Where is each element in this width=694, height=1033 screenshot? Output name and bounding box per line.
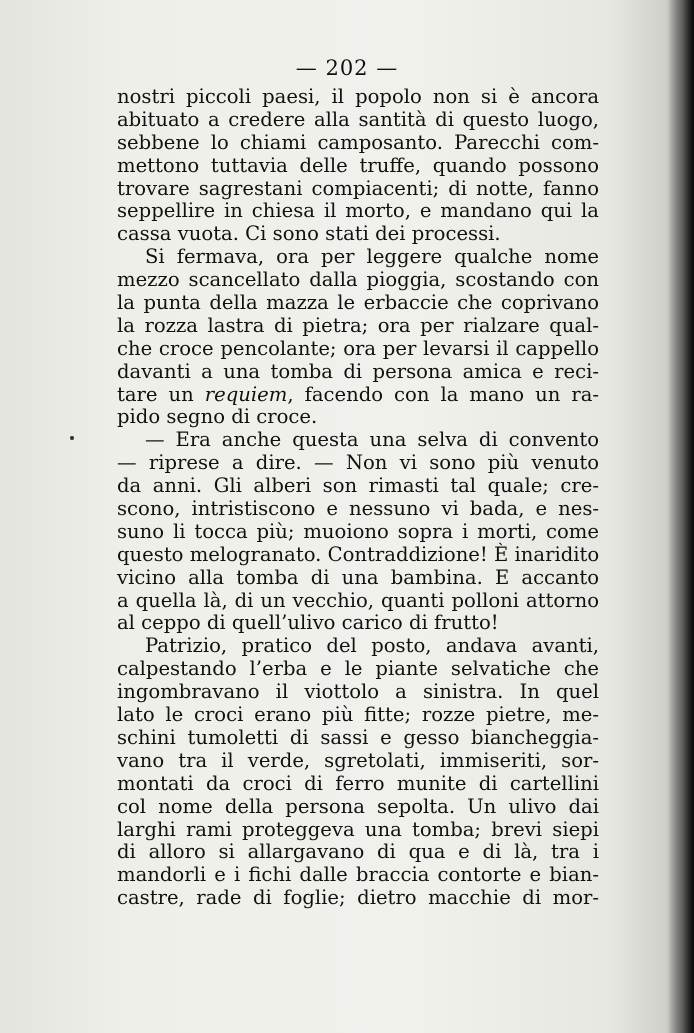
body-text (117, 86, 599, 910)
text-line: pido segno di croce. (117, 405, 318, 429)
text-line: Patrizio, pratico del posto, andava avanti, (145, 634, 599, 658)
text-line: mandorli e i fichi dalle braccia contorte e bian- (117, 863, 599, 887)
text-line: Si fermava, ora per leggere qualche nome (145, 245, 599, 269)
text-line: scono, intristiscono e nessuno vi bada, e nes- (117, 497, 599, 521)
text-line: schini tumoletti di sassi e gesso biancheggia- (117, 725, 599, 749)
text-line: larghi rami proteggeva una tomba; brevi siepi (117, 817, 599, 841)
page-edge-shadow (668, 0, 694, 1033)
text-line: seppellire in chiesa il morto, e mandano qui la (117, 199, 599, 223)
text-line: nostri piccoli paesi, il popolo non si è ancora (117, 85, 599, 108)
text-line: — Era anche questa una selva di convento (145, 428, 599, 452)
text-line: da anni. Gli alberi son rimasti tal quale; cre- (117, 474, 599, 498)
text-line: vicino alla tomba di una bambina. E accanto (117, 565, 599, 589)
text-line: cassa vuota. Ci sono stati dei processi. (117, 222, 501, 246)
text-line: trovare sagrestani compiacenti; di notte, fanno (117, 176, 599, 200)
text-line: lato le croci erano più fitte; rozze pietre, me- (117, 703, 599, 727)
text-line (117, 384, 599, 407)
ink-speck (70, 436, 74, 440)
text-line: la punta della mazza le erbaccie che coprivano (117, 291, 599, 315)
text-line: calpestando l’erba e le piante selvatiche che (117, 657, 599, 681)
text-line: abituato a credere alla santità di questo luogo, (117, 107, 599, 131)
text-line: — riprese a dire. — Non vi sono più venuto (117, 451, 599, 475)
text-line: questo melogranato. Contraddizione! È inaridito (117, 542, 600, 566)
text-line: vano tra il verde, sgretolati, immiseriti, sor- (117, 748, 599, 772)
page-number: — 202 — (295, 56, 399, 80)
text-line: montati da croci di ferro munite di cartellini (117, 771, 599, 795)
text-line: a quella là, di un vecchio, quanti polloni attorno (117, 588, 599, 612)
text-line: col nome della persona sepolta. Un ulivo dai (117, 794, 599, 818)
text-segment: tare un (117, 382, 205, 406)
text-line: castre, rade di foglie; dietro macchie di mor- (117, 886, 599, 910)
text-line: mettono tuttavia delle truffe, quando possono (117, 153, 599, 177)
text-line: di alloro si allargavano di qua e di là, tra i (117, 840, 599, 864)
text-line: la rozza lastra di pietra; ora per rialzare qual- (117, 313, 599, 337)
text-line: che croce pencolante; ora per levarsi il cappello (117, 336, 599, 360)
italic-word: requiem (204, 382, 288, 406)
text-line: al ceppo di quell’ulivo carico di frutto! (117, 611, 499, 635)
text-line: mezzo scancellato dalla pioggia, scostando con (117, 268, 599, 292)
text-segment: , facendo con la mano un ra- (287, 382, 600, 406)
text-line: suno li tocca più; muoiono sopra i morti, come (117, 519, 599, 543)
text-line: sebbene lo chiami camposanto. Parecchi com- (117, 130, 599, 154)
text-line: ingombravano il viottolo a sinistra. In quel (117, 680, 599, 704)
text-line: davanti a una tomba di persona amica e reci- (117, 359, 599, 383)
